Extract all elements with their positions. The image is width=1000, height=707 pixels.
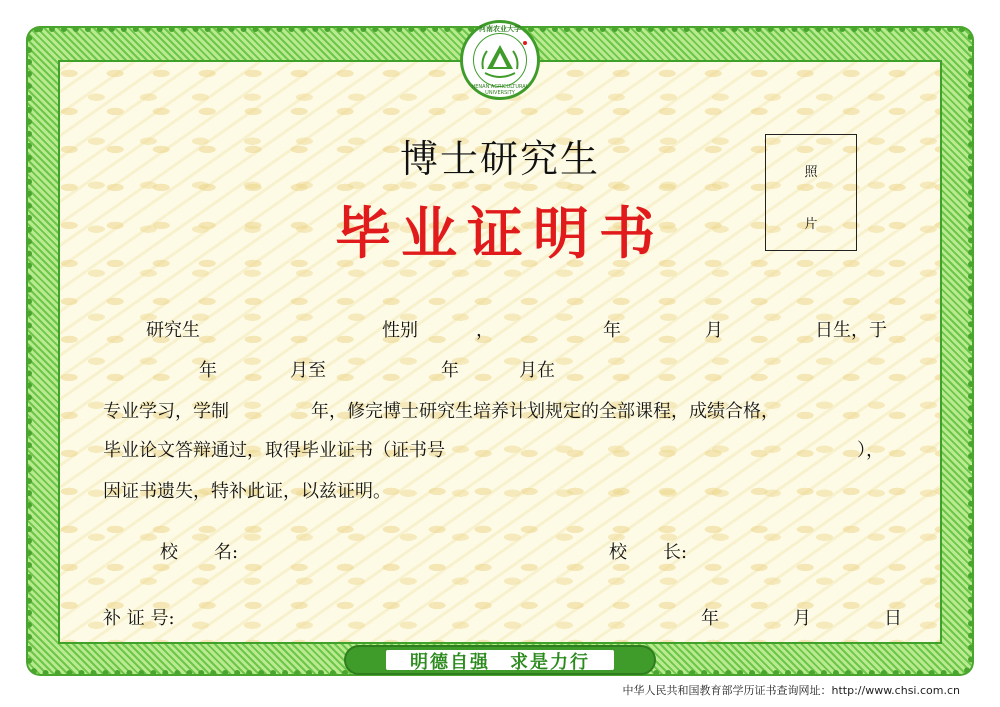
certificate-title: 毕业证明书 [335,202,665,267]
body-major-label: 专业学习，学制 [103,401,229,422]
body-close-paren: ）， [857,440,884,461]
body-start-month-label: 月至 [290,360,326,381]
serial-number-label: 补 证 号: [103,608,175,629]
body-end-month-label: 月在 [519,360,555,381]
photo-label-2: 片 [804,217,818,232]
issue-year-label: 年 [701,608,719,629]
body-birth-day-label: 日生，于 [815,320,887,341]
school-name-label: 校 名: [160,542,239,563]
emblem-english-name: HENAN AGRICULTURAL UNIVERSITY [471,84,529,96]
university-motto: 明德自强 求是力行 [410,652,590,673]
body-end-year-label: 年 [441,360,459,381]
body-completion-text: 年，修完博士研究生培养计划规定的全部课程，成绩合格， [311,401,779,422]
body-reissue-text: 因证书遗失，特补此证，以兹证明。 [103,481,391,502]
body-start-year-label: 年 [199,360,217,381]
issue-day-label: 日 [884,608,902,629]
president-label: 校 长: [609,542,688,563]
body-graduate-label: 研究生 [146,320,200,341]
photo-box [765,134,857,251]
body-comma: ， [476,320,494,341]
body-birth-year-label: 年 [603,320,621,341]
verification-url-note: 中华人民共和国教育部学历证书查询网址：http://www.chsi.com.cn [622,684,960,697]
issue-month-label: 月 [793,608,811,629]
emblem-chinese-name: 河南农业大学 [479,25,521,33]
body-defense-text: 毕业论文答辩通过，取得毕业证书（证书号 [103,440,445,461]
body-birth-month-label: 月 [705,320,723,341]
certificate-subtitle: 博士研究生 [399,137,600,181]
body-gender-label: 性别 [382,320,418,341]
photo-label-1: 照 [804,165,818,180]
